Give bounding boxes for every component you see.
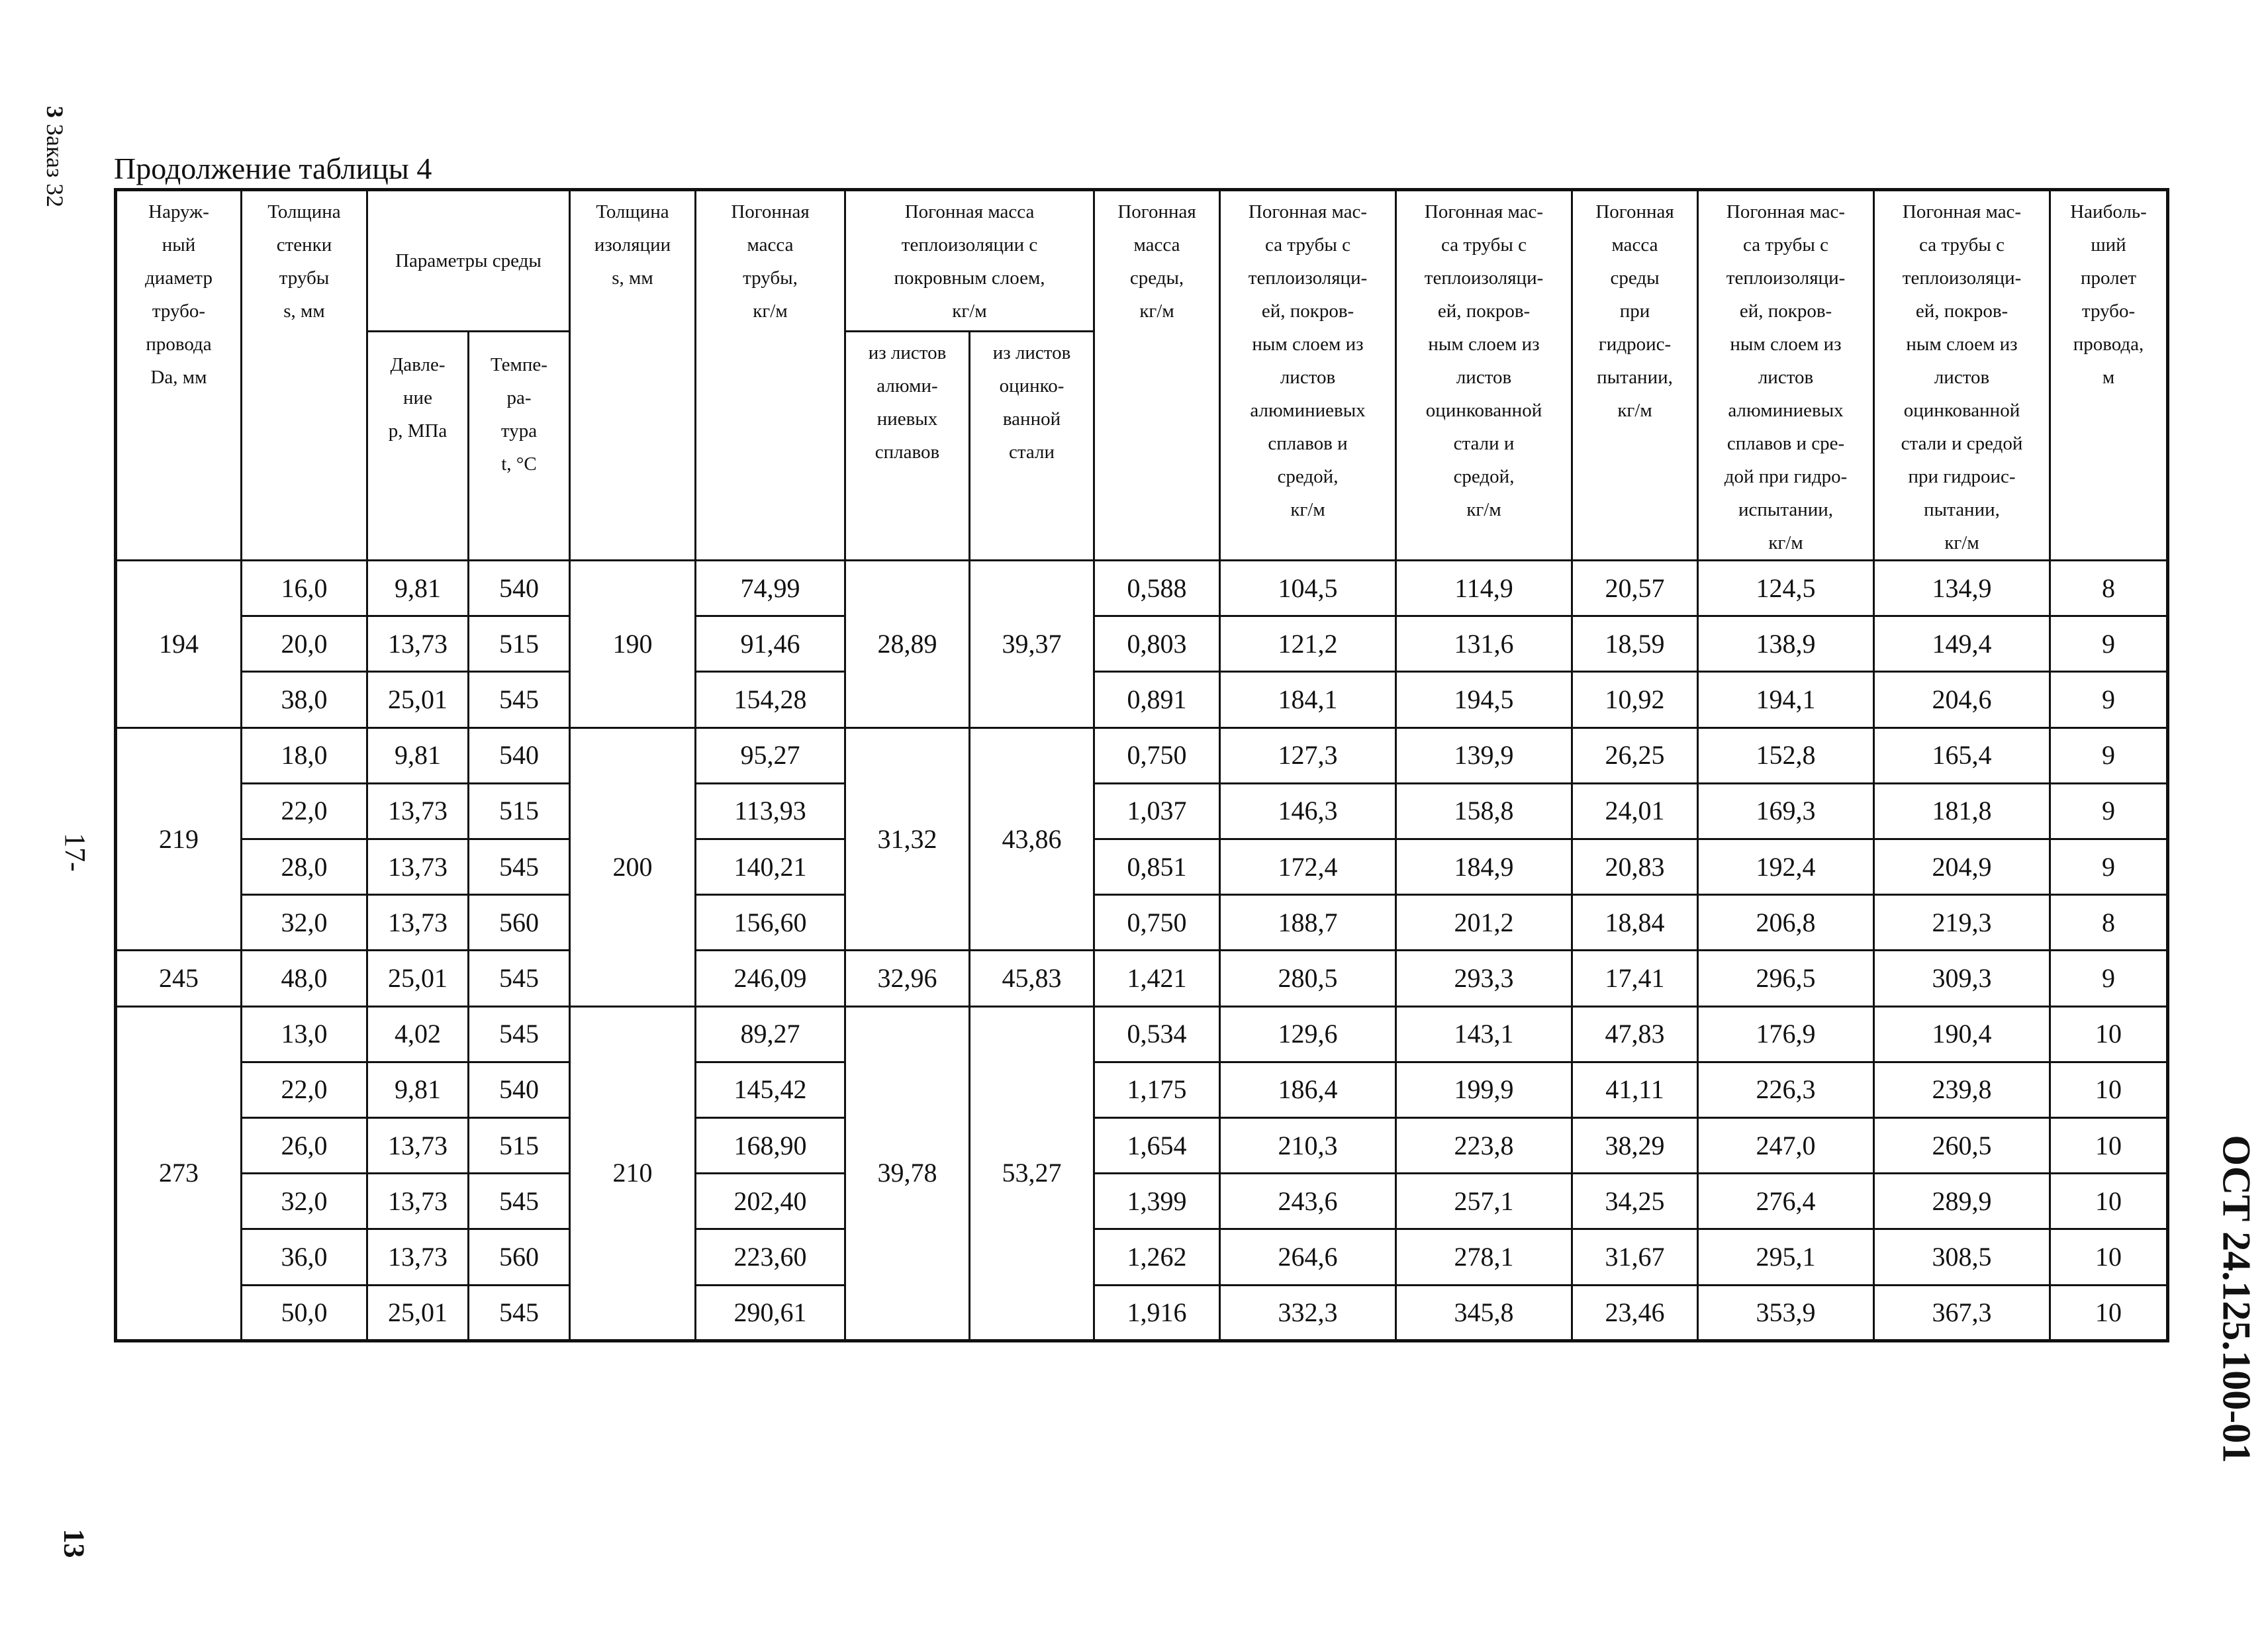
header-media-mass bbox=[1094, 190, 1220, 561]
cell-pipe-mass: 89,27 bbox=[696, 1006, 845, 1062]
cell-wall-thickness: 32,0 bbox=[242, 895, 367, 951]
table-row bbox=[116, 895, 2168, 951]
cell-mass-galv-hydrotest: 149,4 bbox=[1874, 616, 2050, 672]
cell-media-mass-hydrotest: 26,25 bbox=[1572, 728, 1698, 783]
table-row bbox=[116, 1285, 2168, 1340]
cell-media-mass-hydrotest: 41,11 bbox=[1572, 1062, 1698, 1117]
cell-media-mass: 0,750 bbox=[1094, 895, 1220, 951]
cell-mass-galv-media: 223,8 bbox=[1396, 1118, 1572, 1174]
cell-media-mass: 0,851 bbox=[1094, 839, 1220, 895]
cell-pressure: 13,73 bbox=[367, 1118, 469, 1174]
header-media-mass-text: Погонная масса среды, кг/м bbox=[1117, 201, 1196, 322]
page-number-bottom: 13 bbox=[58, 1528, 91, 1558]
cell-mass-galv-media: 114,9 bbox=[1396, 561, 1572, 616]
cell-mass-galv-hydrotest: 190,4 bbox=[1874, 1006, 2050, 1062]
cell-wall-thickness: 13,0 bbox=[242, 1006, 367, 1062]
header-media-mass-hydrotest-text: Погонная масса среды при гидроис- пытании, кг/м bbox=[1595, 201, 1674, 421]
header-max-span-text: Наиболь- ший пролет трубо- провода, м bbox=[2070, 201, 2147, 388]
cell-pipe-mass: 202,40 bbox=[696, 1174, 845, 1229]
header-insulation-mass-galvanized-text: из листов оцинко- ванной стали bbox=[992, 342, 1071, 463]
header-media-mass-hydrotest bbox=[1572, 190, 1698, 561]
table-row bbox=[116, 1118, 2168, 1174]
cell-temperature: 560 bbox=[469, 895, 570, 951]
cell-max-span: 9 bbox=[2050, 951, 2168, 1006]
cell-mass-al-hydrotest: 169,3 bbox=[1698, 783, 1874, 839]
cell-max-span: 9 bbox=[2050, 783, 2168, 839]
cell-pressure: 4,02 bbox=[367, 1006, 469, 1062]
cell-insulation-mass-galv: 39,37 bbox=[970, 561, 1094, 728]
cell-mass-al-media: 280,5 bbox=[1220, 951, 1396, 1006]
cell-temperature: 545 bbox=[469, 951, 570, 1006]
cell-diameter: 194 bbox=[116, 561, 242, 728]
header-wall-thickness bbox=[242, 190, 367, 561]
cell-wall-thickness: 18,0 bbox=[242, 728, 367, 783]
header-insulation-thickness bbox=[570, 190, 696, 561]
cell-media-mass-hydrotest: 31,67 bbox=[1572, 1229, 1698, 1285]
header-pipe-mass bbox=[696, 190, 845, 561]
cell-media-mass: 1,421 bbox=[1094, 951, 1220, 1006]
cell-media-mass-hydrotest: 34,25 bbox=[1572, 1174, 1698, 1229]
table-row bbox=[116, 728, 2168, 783]
order-note bbox=[41, 106, 69, 207]
cell-mass-galv-media: 345,8 bbox=[1396, 1285, 1572, 1340]
cell-mass-al-hydrotest: 295,1 bbox=[1698, 1229, 1874, 1285]
cell-pressure: 13,73 bbox=[367, 783, 469, 839]
cell-pipe-mass: 113,93 bbox=[696, 783, 845, 839]
cell-temperature: 560 bbox=[469, 1229, 570, 1285]
cell-mass-galv-hydrotest: 309,3 bbox=[1874, 951, 2050, 1006]
cell-pipe-mass: 156,60 bbox=[696, 895, 845, 951]
header-temperature-text: Темпе- ра- тура t, °С bbox=[491, 353, 547, 475]
cell-mass-galv-hydrotest: 165,4 bbox=[1874, 728, 2050, 783]
cell-wall-thickness: 20,0 bbox=[242, 616, 367, 672]
document-code: ОСТ 24.125.100-01 bbox=[2214, 1135, 2259, 1464]
header-media-params: Параметры среды bbox=[367, 190, 570, 332]
cell-mass-galv-media: 184,9 bbox=[1396, 839, 1572, 895]
cell-insulation-mass-al: 31,32 bbox=[845, 728, 970, 951]
cell-mass-al-hydrotest: 353,9 bbox=[1698, 1285, 1874, 1340]
cell-mass-al-hydrotest: 124,5 bbox=[1698, 561, 1874, 616]
cell-temperature: 545 bbox=[469, 839, 570, 895]
cell-mass-al-hydrotest: 296,5 bbox=[1698, 951, 1874, 1006]
cell-max-span: 9 bbox=[2050, 672, 2168, 728]
cell-mass-al-media: 264,6 bbox=[1220, 1229, 1396, 1285]
header-insulation-mass-aluminium bbox=[845, 331, 970, 560]
cell-insulation-mass-galv: 45,83 bbox=[970, 951, 1094, 1006]
table-row bbox=[116, 783, 2168, 839]
pipe-mass-table bbox=[114, 188, 2169, 1342]
cell-media-mass-hydrotest: 17,41 bbox=[1572, 951, 1698, 1006]
table-row bbox=[116, 1174, 2168, 1229]
cell-pressure: 13,73 bbox=[367, 616, 469, 672]
cell-mass-galv-media: 201,2 bbox=[1396, 895, 1572, 951]
cell-max-span: 9 bbox=[2050, 728, 2168, 783]
cell-media-mass: 1,175 bbox=[1094, 1062, 1220, 1117]
cell-mass-al-media: 129,6 bbox=[1220, 1006, 1396, 1062]
cell-wall-thickness: 28,0 bbox=[242, 839, 367, 895]
cell-mass-al-hydrotest: 138,9 bbox=[1698, 616, 1874, 672]
cell-media-mass-hydrotest: 10,92 bbox=[1572, 672, 1698, 728]
cell-media-mass: 1,916 bbox=[1094, 1285, 1220, 1340]
cell-mass-al-hydrotest: 176,9 bbox=[1698, 1006, 1874, 1062]
cell-pressure: 25,01 bbox=[367, 672, 469, 728]
cell-wall-thickness: 26,0 bbox=[242, 1118, 367, 1174]
cell-media-mass: 0,891 bbox=[1094, 672, 1220, 728]
cell-mass-al-hydrotest: 152,8 bbox=[1698, 728, 1874, 783]
header-insulation-thickness-text: Толщина изоляции s, мм bbox=[594, 201, 671, 289]
table-row bbox=[116, 1229, 2168, 1285]
header-max-span bbox=[2050, 190, 2168, 561]
cell-temperature: 545 bbox=[469, 1006, 570, 1062]
cell-mass-galv-media: 194,5 bbox=[1396, 672, 1572, 728]
cell-wall-thickness: 22,0 bbox=[242, 1062, 367, 1117]
cell-wall-thickness: 50,0 bbox=[242, 1285, 367, 1340]
cell-insulation-mass-galv: 53,27 bbox=[970, 1006, 1094, 1340]
cell-mass-galv-hydrotest: 367,3 bbox=[1874, 1285, 2050, 1340]
table-row bbox=[116, 616, 2168, 672]
cell-mass-galv-media: 199,9 bbox=[1396, 1062, 1572, 1117]
cell-mass-al-hydrotest: 276,4 bbox=[1698, 1174, 1874, 1229]
cell-media-mass: 1,037 bbox=[1094, 783, 1220, 839]
header-pipe-mass-text: Погонная масса трубы, кг/м bbox=[731, 201, 810, 322]
cell-mass-al-media: 127,3 bbox=[1220, 728, 1396, 783]
cell-mass-al-hydrotest: 226,3 bbox=[1698, 1062, 1874, 1117]
cell-insulation-thickness: 210 bbox=[570, 1006, 696, 1340]
cell-mass-al-media: 184,1 bbox=[1220, 672, 1396, 728]
cell-mass-galv-hydrotest: 204,9 bbox=[1874, 839, 2050, 895]
cell-mass-galv-hydrotest: 239,8 bbox=[1874, 1062, 2050, 1117]
header-mass-al-hydrotest-text: Погонная мас- са трубы с теплоизоляци- ей, покров- ным слоем из листов алюминиевых сплавов и сре- дой при гидро- испытании, кг/м bbox=[1724, 201, 1848, 553]
cell-max-span: 9 bbox=[2050, 839, 2168, 895]
cell-pressure: 13,73 bbox=[367, 839, 469, 895]
header-insulation-mass-aluminium-text: из листов алюми- ниевых сплавов bbox=[868, 342, 947, 463]
header-wall-thickness-text: Толщина стенки трубы s, мм bbox=[267, 201, 341, 322]
cell-pressure: 13,73 bbox=[367, 895, 469, 951]
cell-media-mass-hydrotest: 18,59 bbox=[1572, 616, 1698, 672]
cell-pressure: 9,81 bbox=[367, 728, 469, 783]
cell-insulation-mass-al: 39,78 bbox=[845, 1006, 970, 1340]
cell-mass-al-media: 146,3 bbox=[1220, 783, 1396, 839]
cell-temperature: 545 bbox=[469, 1285, 570, 1340]
cell-mass-al-hydrotest: 247,0 bbox=[1698, 1118, 1874, 1174]
cell-media-mass: 0,534 bbox=[1094, 1006, 1220, 1062]
cell-media-mass-hydrotest: 23,46 bbox=[1572, 1285, 1698, 1340]
cell-media-mass: 0,750 bbox=[1094, 728, 1220, 783]
cell-temperature: 545 bbox=[469, 1174, 570, 1229]
cell-media-mass: 1,399 bbox=[1094, 1174, 1220, 1229]
cell-temperature: 545 bbox=[469, 672, 570, 728]
cell-pipe-mass: 91,46 bbox=[696, 616, 845, 672]
table-caption: Продолжение таблицы 4 bbox=[114, 152, 432, 185]
cell-max-span: 10 bbox=[2050, 1174, 2168, 1229]
cell-wall-thickness: 48,0 bbox=[242, 951, 367, 1006]
cell-mass-galv-hydrotest: 308,5 bbox=[1874, 1229, 2050, 1285]
cell-mass-galv-hydrotest: 134,9 bbox=[1874, 561, 2050, 616]
cell-media-mass-hydrotest: 24,01 bbox=[1572, 783, 1698, 839]
cell-temperature: 540 bbox=[469, 1062, 570, 1117]
cell-media-mass-hydrotest: 18,84 bbox=[1572, 895, 1698, 951]
cell-mass-galv-hydrotest: 289,9 bbox=[1874, 1174, 2050, 1229]
table-row bbox=[116, 1006, 2168, 1062]
cell-pressure: 9,81 bbox=[367, 561, 469, 616]
order-number: 3 bbox=[42, 106, 68, 118]
cell-wall-thickness: 36,0 bbox=[242, 1229, 367, 1285]
cell-max-span: 10 bbox=[2050, 1118, 2168, 1174]
cell-media-mass: 1,262 bbox=[1094, 1229, 1220, 1285]
cell-temperature: 515 bbox=[469, 783, 570, 839]
cell-wall-thickness: 32,0 bbox=[242, 1174, 367, 1229]
cell-temperature: 540 bbox=[469, 561, 570, 616]
cell-max-span: 10 bbox=[2050, 1229, 2168, 1285]
table-row bbox=[116, 839, 2168, 895]
cell-diameter: 219 bbox=[116, 728, 242, 951]
cell-max-span: 10 bbox=[2050, 1006, 2168, 1062]
header-insulation-mass-text: Погонная масса теплоизоляции с покровным слоем, кг/м bbox=[894, 201, 1045, 322]
cell-insulation-mass-al: 32,96 bbox=[845, 951, 970, 1006]
cell-mass-al-media: 188,7 bbox=[1220, 895, 1396, 951]
header-mass-galv-media-text: Погонная мас- са трубы с теплоизоляци- ей, покров- ным слоем из листов оцинкованной стали и средой, кг/м bbox=[1424, 201, 1544, 520]
cell-mass-al-media: 172,4 bbox=[1220, 839, 1396, 895]
cell-mass-galv-media: 158,8 bbox=[1396, 783, 1572, 839]
cell-mass-galv-media: 143,1 bbox=[1396, 1006, 1572, 1062]
cell-pipe-mass: 246,09 bbox=[696, 951, 845, 1006]
header-mass-galv-media bbox=[1396, 190, 1572, 561]
cell-max-span: 10 bbox=[2050, 1062, 2168, 1117]
cell-wall-thickness: 22,0 bbox=[242, 783, 367, 839]
cell-mass-galv-hydrotest: 219,3 bbox=[1874, 895, 2050, 951]
cell-media-mass: 0,588 bbox=[1094, 561, 1220, 616]
table-row bbox=[116, 1062, 2168, 1117]
header-mass-al-hydrotest bbox=[1698, 190, 1874, 561]
cell-mass-galv-hydrotest: 204,6 bbox=[1874, 672, 2050, 728]
cell-diameter: 245 bbox=[116, 951, 242, 1006]
cell-pipe-mass: 74,99 bbox=[696, 561, 845, 616]
page-number-top: 17- bbox=[58, 833, 91, 872]
cell-media-mass-hydrotest: 47,83 bbox=[1572, 1006, 1698, 1062]
cell-max-span: 10 bbox=[2050, 1285, 2168, 1340]
cell-mass-al-media: 121,2 bbox=[1220, 616, 1396, 672]
cell-mass-al-hydrotest: 194,1 bbox=[1698, 672, 1874, 728]
cell-mass-galv-media: 257,1 bbox=[1396, 1174, 1572, 1229]
cell-wall-thickness: 38,0 bbox=[242, 672, 367, 728]
cell-max-span: 9 bbox=[2050, 616, 2168, 672]
cell-media-mass: 1,654 bbox=[1094, 1118, 1220, 1174]
header-mass-galv-hydrotest-text: Погонная мас- са трубы с теплоизоляци- ей, покров- ным слоем из листов оцинкованной стали и средой при гидроис- пытании, кг/м bbox=[1901, 201, 2023, 553]
cell-pipe-mass: 223,60 bbox=[696, 1229, 845, 1285]
cell-temperature: 515 bbox=[469, 1118, 570, 1174]
cell-insulation-mass-al: 28,89 bbox=[845, 561, 970, 728]
cell-pipe-mass: 154,28 bbox=[696, 672, 845, 728]
cell-pressure: 25,01 bbox=[367, 951, 469, 1006]
cell-wall-thickness: 16,0 bbox=[242, 561, 367, 616]
cell-diameter: 273 bbox=[116, 1006, 242, 1340]
header-mass-galv-hydrotest bbox=[1874, 190, 2050, 561]
cell-media-mass-hydrotest: 38,29 bbox=[1572, 1118, 1698, 1174]
cell-media-mass: 0,803 bbox=[1094, 616, 1220, 672]
table-row bbox=[116, 672, 2168, 728]
cell-mass-galv-hydrotest: 260,5 bbox=[1874, 1118, 2050, 1174]
cell-pipe-mass: 95,27 bbox=[696, 728, 845, 783]
cell-mass-galv-media: 131,6 bbox=[1396, 616, 1572, 672]
header-insulation-mass bbox=[845, 190, 1094, 332]
cell-mass-galv-hydrotest: 181,8 bbox=[1874, 783, 2050, 839]
header-insulation-mass-galvanized bbox=[970, 331, 1094, 560]
header-pressure bbox=[367, 331, 469, 560]
cell-temperature: 515 bbox=[469, 616, 570, 672]
cell-mass-al-media: 186,4 bbox=[1220, 1062, 1396, 1117]
cell-mass-galv-media: 139,9 bbox=[1396, 728, 1572, 783]
cell-pipe-mass: 290,61 bbox=[696, 1285, 845, 1340]
table-row bbox=[116, 561, 2168, 616]
cell-temperature: 540 bbox=[469, 728, 570, 783]
cell-mass-al-media: 243,6 bbox=[1220, 1174, 1396, 1229]
cell-insulation-mass-galv: 43,86 bbox=[970, 728, 1094, 951]
table-row bbox=[116, 951, 2168, 1006]
cell-insulation-thickness: 200 bbox=[570, 728, 696, 1006]
header-outer-diameter-text: Наруж- ный диаметр трубо- провода Da, мм bbox=[145, 201, 213, 388]
cell-pressure: 13,73 bbox=[367, 1229, 469, 1285]
cell-mass-al-media: 332,3 bbox=[1220, 1285, 1396, 1340]
cell-mass-galv-media: 293,3 bbox=[1396, 951, 1572, 1006]
cell-media-mass-hydrotest: 20,83 bbox=[1572, 839, 1698, 895]
cell-mass-al-hydrotest: 192,4 bbox=[1698, 839, 1874, 895]
cell-mass-al-media: 104,5 bbox=[1220, 561, 1396, 616]
cell-max-span: 8 bbox=[2050, 561, 2168, 616]
cell-pipe-mass: 145,42 bbox=[696, 1062, 845, 1117]
cell-mass-galv-media: 278,1 bbox=[1396, 1229, 1572, 1285]
cell-pressure: 25,01 bbox=[367, 1285, 469, 1340]
cell-pipe-mass: 168,90 bbox=[696, 1118, 845, 1174]
header-outer-diameter bbox=[116, 190, 242, 561]
cell-mass-al-media: 210,3 bbox=[1220, 1118, 1396, 1174]
header-mass-al-media bbox=[1220, 190, 1396, 561]
cell-pressure: 13,73 bbox=[367, 1174, 469, 1229]
cell-mass-al-hydrotest: 206,8 bbox=[1698, 895, 1874, 951]
order-label: Заказ 32 bbox=[42, 124, 68, 208]
cell-pipe-mass: 140,21 bbox=[696, 839, 845, 895]
cell-insulation-thickness: 190 bbox=[570, 561, 696, 728]
header-pressure-text: Давле- ние p, МПа bbox=[388, 353, 448, 442]
header-temperature bbox=[469, 331, 570, 560]
cell-pressure: 9,81 bbox=[367, 1062, 469, 1117]
header-mass-al-media-text: Погонная мас- са трубы с теплоизоляци- ей, покров- ным слоем из листов алюминиевых сплавов и средой, кг/м bbox=[1248, 201, 1368, 520]
cell-media-mass-hydrotest: 20,57 bbox=[1572, 561, 1698, 616]
cell-max-span: 8 bbox=[2050, 895, 2168, 951]
